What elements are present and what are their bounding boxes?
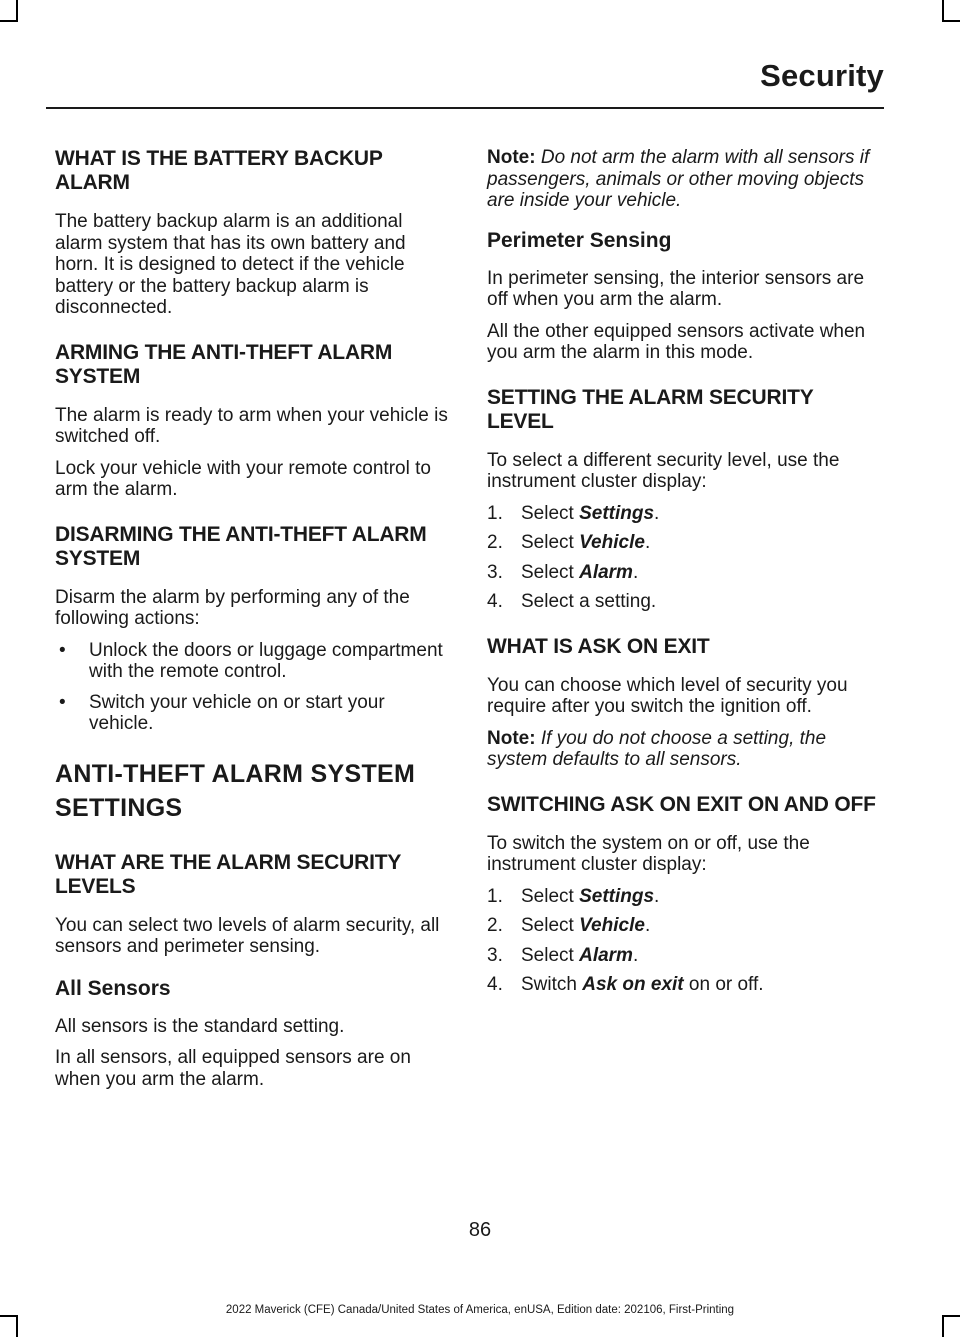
paragraph: Lock your vehicle with your remote control to arm the alarm.	[55, 457, 431, 500]
chapter-title-line: SETTINGS	[55, 793, 183, 822]
list-item-text: Unlock the doors or luggage compartment with the remote control.	[89, 639, 443, 682]
step-post: .	[632, 561, 639, 583]
paragraph: The battery backup alarm is an additional alarm system that has its own battery and horn. It is designed to detect if the vehicle battery or the battery backup alarm is disconnected.	[55, 211, 406, 318]
step-pre: Select	[521, 944, 580, 966]
paragraph: All sensors is the standard setting.	[55, 1015, 345, 1037]
section-heading: WHAT IS THE BATTERY BACKUP ALARM	[55, 147, 383, 194]
list-item	[487, 532, 881, 554]
paragraph: In all sensors, all equipped sensors are on when you arm the alarm.	[55, 1047, 411, 1090]
step-number: 1.	[487, 885, 503, 907]
list-item	[487, 503, 881, 525]
note	[487, 147, 881, 212]
step-pre: Switch	[521, 974, 583, 995]
page-header-title: Security	[760, 58, 884, 93]
menu-item-name: Vehicle	[579, 532, 645, 553]
paragraph: To switch the system on or off, use the instrument cluster display:	[487, 832, 810, 875]
crop-mark	[942, 20, 960, 22]
disarming-section	[55, 523, 449, 735]
header-rule	[46, 107, 884, 109]
list-item	[55, 640, 449, 683]
battery-backup-section	[55, 147, 449, 319]
step-pre: Select	[521, 885, 580, 907]
bullet-mark: •	[59, 639, 66, 661]
left-column	[55, 147, 449, 1112]
menu-item-name: Vehicle	[579, 915, 645, 936]
step-post: .	[644, 532, 651, 553]
menu-item-name: Ask on exit	[582, 974, 684, 995]
step-post: .	[654, 885, 660, 907]
list-item	[487, 886, 881, 908]
paragraph: Disarm the alarm by performing any of the following actions:	[55, 586, 410, 629]
paragraph: In perimeter sensing, the interior sensors are off when you arm the alarm.	[487, 267, 865, 310]
ask-on-exit-section	[487, 635, 881, 771]
step-pre: Select a setting.	[521, 591, 657, 612]
numbered-list	[487, 886, 881, 996]
crop-mark	[942, 1315, 944, 1337]
menu-item-name: Alarm	[579, 561, 633, 583]
step-post: .	[644, 915, 651, 936]
list-item	[487, 915, 881, 937]
note-label: Note:	[487, 147, 536, 168]
step-pre: Select	[521, 561, 580, 583]
crop-mark	[16, 0, 18, 22]
step-post: on or off.	[683, 974, 764, 995]
section-heading: SETTING THE ALARM SECURITY LEVEL	[487, 385, 814, 433]
step-post: .	[632, 944, 639, 966]
paragraph: You can select two levels of alarm security, all sensors and perimeter sensing.	[55, 914, 440, 957]
menu-item-name: Settings	[579, 502, 655, 524]
numbered-list	[487, 503, 881, 613]
right-column	[487, 147, 881, 1018]
crop-mark	[0, 20, 18, 22]
crop-mark	[16, 1315, 18, 1337]
section-heading: ARMING THE ANTI-THEFT ALARM SYSTEM	[55, 340, 393, 388]
chapter-title	[55, 757, 449, 825]
paragraph: All the other equipped sensors activate when you arm the alarm in this mode.	[487, 320, 866, 363]
note	[487, 728, 881, 771]
bullet-mark: •	[59, 691, 66, 713]
step-pre: Select	[521, 502, 580, 524]
section-heading: SWITCHING ASK ON EXIT ON AND OFF	[487, 792, 876, 816]
menu-item-name: Alarm	[579, 944, 633, 966]
subheading: All Sensors	[55, 976, 171, 1000]
paragraph: You can choose which level of security you require after you switch the ignition off.	[487, 674, 848, 717]
step-number: 4.	[487, 974, 503, 995]
setting-level-section	[487, 386, 881, 613]
page-footer: 2022 Maverick (CFE) Canada/United States of America, enUSA, Edition date: 202106, First-Printing	[225, 1304, 735, 1316]
page-number: 86	[468, 1219, 492, 1241]
list-item	[487, 591, 881, 613]
paragraph: To select a different security level, use the instrument cluster display:	[487, 449, 840, 492]
step-number: 2.	[487, 532, 503, 553]
security-levels-section	[55, 851, 449, 1091]
bullet-list	[55, 640, 449, 735]
step-number: 3.	[487, 561, 503, 583]
step-number: 1.	[487, 502, 503, 524]
list-item	[55, 692, 449, 735]
step-number: 4.	[487, 591, 503, 612]
section-heading: WHAT IS ASK ON EXIT	[487, 634, 710, 658]
note-text: Do not arm the alarm with all sensors if passengers, animals or other moving objects are inside your vehicle.	[487, 147, 870, 211]
list-item	[487, 945, 881, 967]
note-label: Note:	[487, 727, 536, 749]
note-text: If you do not choose a setting, the system defaults to all sensors.	[487, 727, 827, 770]
paragraph: The alarm is ready to arm when your vehicle is switched off.	[55, 404, 448, 447]
switching-section	[487, 793, 881, 996]
list-item	[487, 562, 881, 584]
crop-mark	[942, 0, 944, 22]
subheading: Perimeter Sensing	[487, 228, 672, 252]
perimeter-section	[487, 228, 881, 364]
section-heading: WHAT ARE THE ALARM SECURITY LEVELS	[55, 850, 401, 898]
list-item-text: Switch your vehicle on or start your vehicle.	[89, 691, 385, 734]
menu-item-name: Settings	[579, 885, 655, 907]
step-pre: Select	[521, 532, 580, 553]
section-heading: DISARMING THE ANTI-THEFT ALARM SYSTEM	[55, 522, 427, 570]
step-number: 3.	[487, 944, 503, 966]
step-post: .	[654, 502, 660, 524]
step-number: 2.	[487, 915, 503, 936]
list-item	[487, 974, 881, 996]
chapter-title-line: ANTI-THEFT ALARM SYSTEM	[55, 759, 416, 788]
step-pre: Select	[521, 915, 580, 936]
arming-section	[55, 341, 449, 501]
